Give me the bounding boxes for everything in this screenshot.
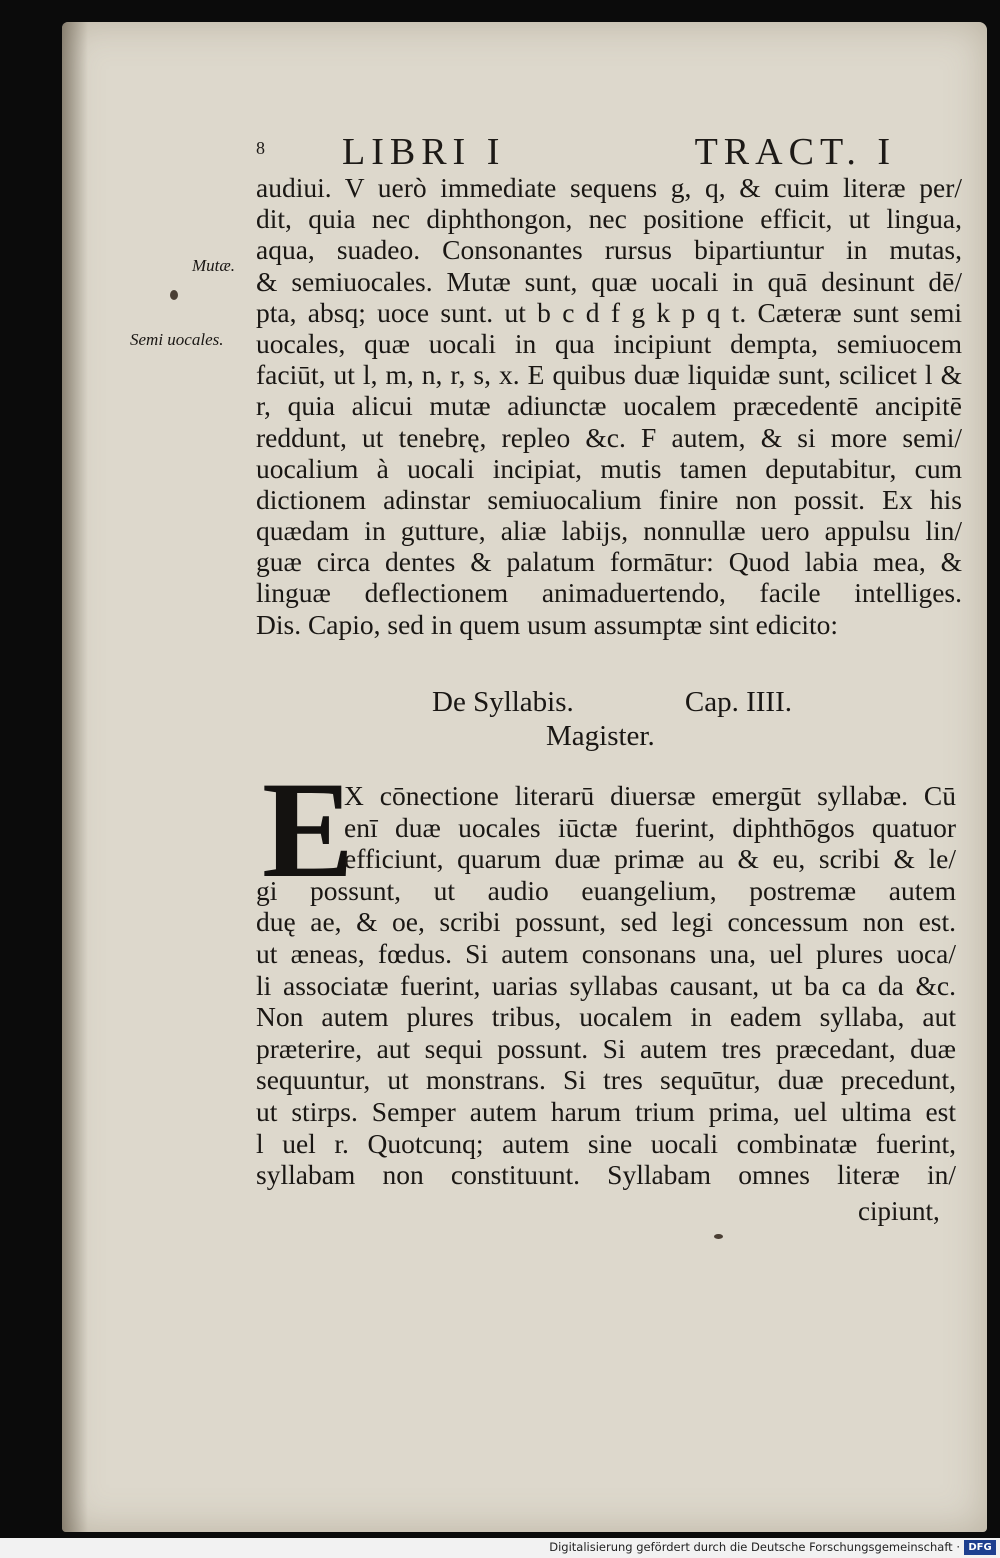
funding-credit: Digitalisierung gefördert durch die Deutsche Forschungsgemeinschaft · [549,1540,960,1554]
text-line: enī duæ uocales iūctæ fuerint, diphthōgos quatuor [344,811,956,843]
text-line: præterire, aut sequi possunt. Si autem tres præcedant, duæ [256,1032,956,1064]
body-text [256,172,962,640]
text-line: Non autem plures tribus, uocalem in eadem syllaba, aut [256,1001,956,1033]
dfg-logo: DFG [964,1540,996,1555]
speaker-label: Magister. [546,720,655,752]
footer-bar [0,1538,1000,1558]
chapter-text [256,780,956,1191]
text-line: reddunt, ut tenebrę, repleo &c. F autem, & si more semi/ [256,421,962,453]
decorated-initial: E [262,753,355,906]
text-line: quædam in gutture, aliæ labijs, nonnullæ uero appulsu lin/ [256,515,962,547]
text-line: dit, quia nec diphthongon, nec positione efficit, ut lingua, [256,203,962,235]
text-line: ut stirps. Semper autem harum trium prima, uel ultima est [256,1095,956,1127]
running-head [256,130,896,176]
margin-note-mutae: Mutæ. [192,256,235,275]
text-line: syllabam non constituunt. Syllabam omnes literæ in/ [256,1159,956,1191]
text-line: linguæ deflectionem animaduertendo, facile intelliges. [256,577,962,609]
text-line: l uel r. Quotcunq; autem sine uocali combinatæ fuerint, [256,1127,956,1159]
text-line: r, quia alicui mutæ adiunctæ uocalem præcedentē ancipitē [256,390,962,422]
running-head-tract: TRACT. I [694,131,896,173]
text-line: uocales, quæ uocali in qua incipiunt dempta, semiuocem [256,327,962,359]
text-line: uocalium à uocali incipiat, mutis tamen deputabitur, cum [256,452,962,484]
page-number: 8 [256,138,265,158]
text-line: pta, absq; uoce sunt. ut b c d f g k p q t. Cæteræ sunt semi [256,296,962,328]
text-line: X cōnectione literarū diuersæ emergūt syllabæ. Cū [344,780,956,811]
ink-speck [714,1234,723,1239]
text-line: gi possunt, ut audio euangelium, postremæ autem [256,874,956,906]
text-line: audiui. V uerò immediate sequens g, q, & cuim literæ per/ [256,172,962,203]
text-line: guæ circa dentes & palatum formātur: Quod labia mea, & [256,546,962,578]
text-line: li associatæ fuerint, uarias syllabas causant, ut ba ca da &c. [256,969,956,1001]
text-line: Dis. Capio, sed in quem usum assumptæ sint edicito: [256,608,839,640]
running-head-book: LIBRI I [342,131,506,173]
text-line: duę ae, & oe, scribi possunt, sed legi concessum non est. [256,906,956,938]
ink-speck [170,290,178,300]
text-line: efficiunt, quarum duæ primæ au & eu, scribi & le/ [344,843,956,875]
chapter-heading [432,686,792,722]
text-line: dictionem adinstar semiuocalium finire non possit. Ex his [256,483,962,515]
text-line: sequuntur, ut monstrans. Si tres sequūtur, duæ precedunt, [256,1064,956,1096]
text-line: & semiuocales. Mutæ sunt, quæ uocali in quā desinunt dē/ [256,265,962,297]
catchword: cipiunt, [858,1196,940,1226]
text-line: aqua, suadeo. Consonantes rursus bipartiuntur in mutas, [256,234,962,266]
chapter-title: De Syllabis. [432,686,574,718]
chapter-number: Cap. IIII. [684,686,792,718]
margin-note-semiuocales: Semi uocales. [130,330,224,349]
text-line: faciūt, ut l, m, n, r, s, x. E quibus duæ liquidæ sunt, scilicet l & [256,359,962,391]
text-line: ut æneas, fœdus. Si autem consonans una, uel plures uoca/ [256,937,956,969]
page-gutter-shadow [62,22,88,1532]
